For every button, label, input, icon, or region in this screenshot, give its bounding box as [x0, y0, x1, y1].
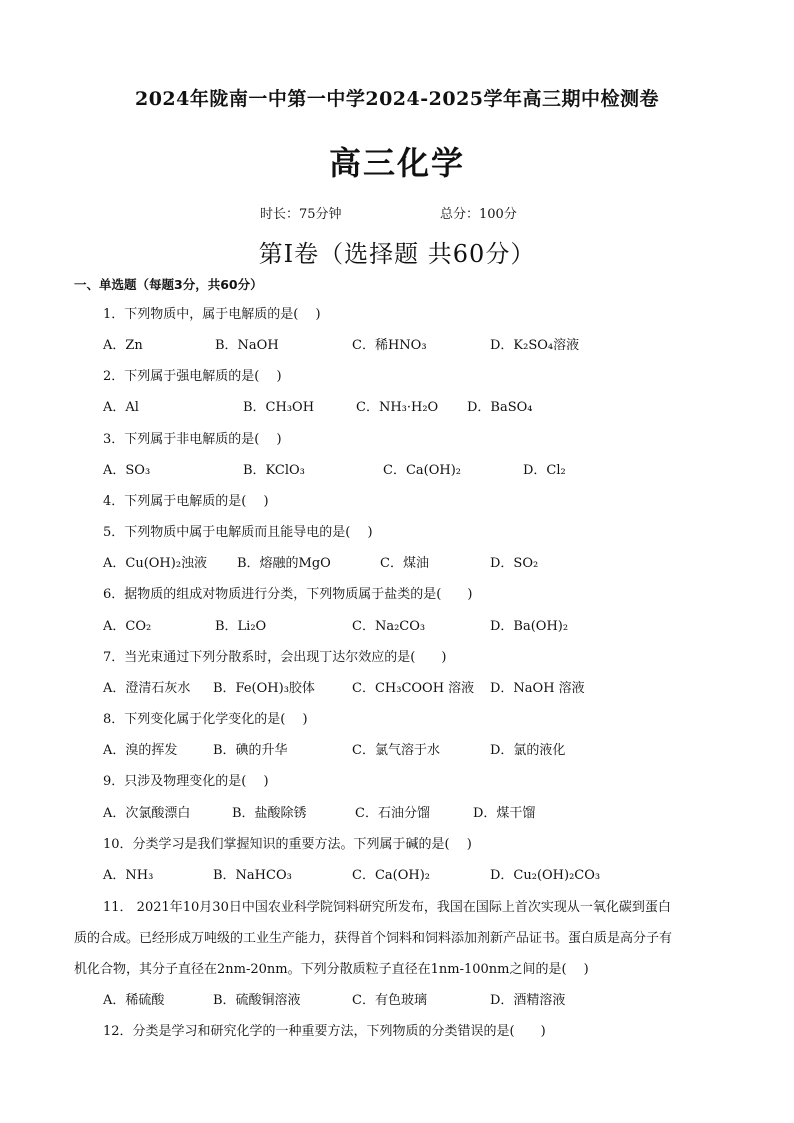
question-11-option-c: C．有色玻璃	[352, 993, 427, 1008]
part-heading: 第Ⅰ卷（选择题 共60分）	[258, 240, 536, 268]
question-3-option-d: D．Cl₂	[523, 463, 566, 478]
question-11-option-a: A．稀硫酸	[103, 993, 165, 1008]
question-7-option-c: C．CH₃COOH 溶液	[352, 681, 475, 696]
subject-title: 高三化学	[328, 144, 465, 182]
question-1-option-c: C．稀HNO₃	[352, 338, 427, 353]
question-6-stem: 6．据物质的组成对物质进行分类，下列物质属于盐类的是( )	[103, 587, 473, 602]
question-9-option-a: A．次氯酸漂白	[103, 806, 191, 821]
question-3-option-c: C．Ca(OH)₂	[383, 463, 461, 478]
question-6-option-d: D．Ba(OH)₂	[490, 619, 569, 634]
question-10-option-c: C．Ca(OH)₂	[352, 868, 430, 883]
question-5-stem: 5．下列物质中属于电解质而且能导电的是( )	[103, 525, 373, 540]
question-5-option-a: A．Cu(OH)₂浊液	[103, 556, 208, 571]
question-3-option-b: B．KClO₃	[243, 463, 305, 478]
question-8-option-c: C．氯气溶于水	[352, 743, 440, 758]
question-8-option-d: D．氯的液化	[490, 743, 566, 758]
exam-total-score: 总分：100分	[440, 207, 517, 222]
question-6-option-a: A．CO₂	[103, 619, 152, 634]
question-1-option-d: D．K₂SO₄溶液	[490, 338, 580, 353]
section-heading: 一、单选题（每题3分，共60分）	[74, 277, 263, 292]
question-10-option-a: A．NH₃	[103, 868, 154, 883]
question-4-stem: 4．下列属于电解质的是( )	[103, 494, 269, 509]
question-5-option-c: C．煤油	[380, 556, 429, 571]
question-7-stem: 7．当光束通过下列分散系时，会出现丁达尔效应的是( )	[103, 650, 447, 665]
question-2-option-c: C．NH₃·H₂O	[356, 400, 439, 415]
question-10-stem: 10．分类学习是我们掌握知识的重要方法。下列属于碱的是( )	[103, 837, 472, 852]
question-9-option-b: B．盐酸除锈	[232, 806, 307, 821]
question-11-stem-line-1: 11． 2021年10月30日中国农业科学院饲料研究所发布，我国在国际上首次实现从一氧化碳到蛋白	[103, 900, 671, 915]
question-6-option-c: C．Na₂CO₃	[352, 619, 426, 634]
exam-title: 2024年陇南一中第一中学2024-2025学年高三期中检测卷	[134, 88, 660, 110]
question-1-option-a: A．Zn	[103, 338, 143, 353]
question-1-option-b: B．NaOH	[215, 338, 279, 353]
question-11-stem-line-3: 机化合物，其分子直径在2nm-20nm。下列分散质粒子直径在1nm-100nm之间的是( )	[74, 962, 589, 977]
question-2-option-b: B．CH₃OH	[243, 400, 315, 415]
question-11-option-b: B．硫酸铜溶液	[213, 993, 301, 1008]
question-7-option-b: B．Fe(OH)₃胶体	[213, 681, 315, 696]
question-12-stem: 12．分类是学习和研究化学的一种重要方法，下列物质的分类错误的是( )	[103, 1024, 546, 1039]
question-8-option-b: B．碘的升华	[213, 743, 288, 758]
question-3-stem: 3．下列属于非电解质的是( )	[103, 432, 282, 447]
question-10-option-d: D．Cu₂(OH)₂CO₃	[490, 868, 601, 883]
question-9-option-c: C．石油分馏	[355, 806, 430, 821]
question-2-option-d: D．BaSO₄	[467, 400, 533, 415]
question-7-option-a: A．澄清石灰水	[103, 681, 191, 696]
question-10-option-b: B．NaHCO₃	[213, 868, 292, 883]
question-2-option-a: A．Al	[103, 400, 139, 415]
exam-duration: 时长：75分钟	[260, 207, 342, 222]
question-3-option-a: A．SO₃	[103, 463, 151, 478]
question-2-stem: 2．下列属于强电解质的是( )	[103, 369, 282, 384]
question-5-option-d: D．SO₂	[490, 556, 539, 571]
question-5-option-b: B．熔融的MgO	[237, 556, 331, 571]
question-11-stem-line-2: 质的合成。已经形成万吨级的工业生产能力，获得首个饲料和饲料添加剂新产品证书。蛋白质是高分子有	[74, 931, 673, 946]
question-7-option-d: D．NaOH 溶液	[490, 681, 585, 696]
question-9-option-d: D．煤干馏	[473, 806, 536, 821]
question-11-option-d: D．酒精溶液	[490, 993, 566, 1008]
question-6-option-b: B．Li₂O	[215, 619, 267, 634]
question-9-stem: 9．只涉及物理变化的是( )	[103, 774, 269, 789]
question-1-stem: 1．下列物质中，属于电解质的是( )	[103, 307, 321, 322]
question-8-stem: 8．下列变化属于化学变化的是( )	[103, 712, 308, 727]
question-8-option-a: A．溴的挥发	[103, 743, 178, 758]
